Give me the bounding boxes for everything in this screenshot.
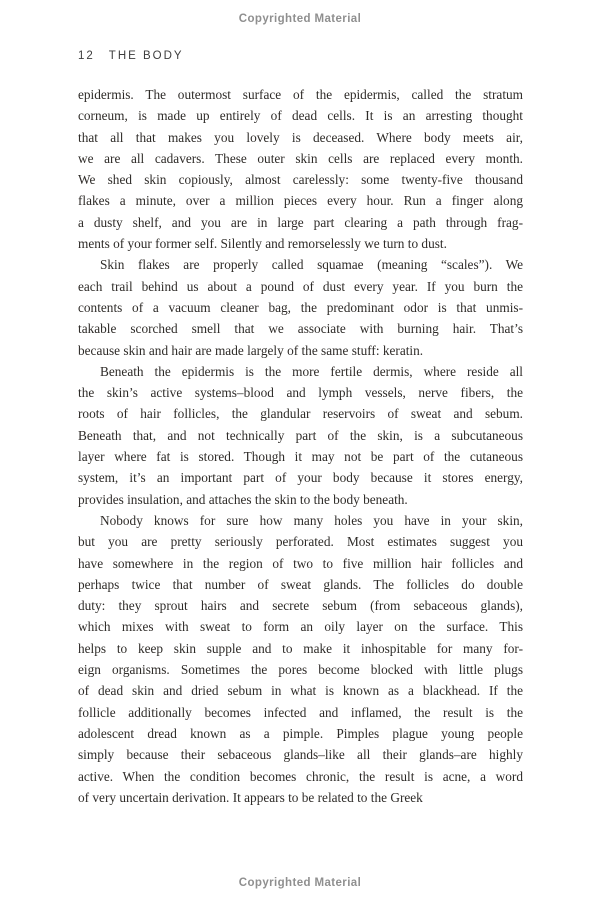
text-line: corneum, is made up entirely of dead cells. It is an arresting thought <box>78 108 523 124</box>
copyright-banner-top: Copyrighted Material <box>238 13 362 25</box>
text-line: duty: they sprout hairs and secrete sebum (from sebaceous glands), <box>78 598 523 614</box>
text-line: of very uncertain derivation. It appears to be related to the Greek <box>78 789 423 805</box>
text-line: epidermis. The outermost surface of the epidermis, called the stratum <box>78 87 523 102</box>
text-line: Beneath the epidermis is the more fertile dermis, where reside all <box>100 363 523 379</box>
page-number: 12 <box>78 50 95 62</box>
text-line: each trail behind us about a pound of dust every year. If you burn the <box>78 278 523 294</box>
text-line: Beneath that, and not technically part of the skin, is a subcutaneous <box>78 427 523 443</box>
text-line: provides insulation, and attaches the skin to the body beneath. <box>78 491 408 507</box>
text-line: of dead skin and dried sebum in what is known as a blackhead. If the <box>78 683 523 699</box>
text-line: flakes a minute, over a million pieces every hour. Run a finger along <box>78 193 523 209</box>
text-line: follicle additionally becomes infected and inflamed, the result is the <box>78 704 523 720</box>
text-line: contents of a vacuum cleaner bag, the predominant odor is that unmis- <box>78 299 523 315</box>
text-line: perhaps twice that number of sweat glands. The follicles do double <box>78 576 523 592</box>
text-line: takable scorched smell that we associate with burning hair. That’s <box>78 321 523 337</box>
text-line: system, it’s an important part of your body because it stores energy, <box>78 470 523 486</box>
text-line: but you are pretty seriously perforated. Most estimates suggest you <box>78 534 523 550</box>
text-line: which mixes with sweat to form an oily layer on the surface. This <box>78 619 523 635</box>
copyright-banner-bottom: Copyrighted Material <box>238 877 362 889</box>
text-line: the skin’s active systems–blood and lymph vessels, nerve fibers, the <box>78 385 523 401</box>
text-line: roots of hair follicles, the glandular reservoirs of sweat and sebum. <box>78 406 523 422</box>
text-line: ments of your former self. Silently and remorselessly we turn to dust. <box>78 236 447 252</box>
running-header <box>78 50 184 62</box>
text-line: Skin flakes are properly called squamae (meaning “scales”). We <box>100 257 523 273</box>
text-line: we are all cadavers. These outer skin cells are replaced every month. <box>78 150 523 166</box>
text-line: eign organisms. Sometimes the pores become blocked with little plugs <box>78 662 523 678</box>
text-line: a dusty shelf, and you are in large part clearing a path through frag- <box>78 214 523 230</box>
text-line: We shed skin copiously, almost carelessly: some twenty-five thousand <box>78 172 523 188</box>
text-line: helps to keep skin supple and to make it inhospitable for many for- <box>78 640 523 656</box>
text-line: active. When the condition becomes chronic, the result is acne, a word <box>78 768 523 784</box>
text-line: simply because their sebaceous glands–like all their glands–are highly <box>78 747 523 763</box>
book-title: THE BODY <box>108 50 184 62</box>
text-line: adolescent dread known as a pimple. Pimples plague young people <box>78 725 523 741</box>
body-text <box>78 84 523 808</box>
text-line: because skin and hair are made largely of the same stuff: keratin. <box>78 342 424 358</box>
text-line: have somewhere in the region of two to five million hair follicles and <box>78 555 523 571</box>
text-line: layer where fat is stored. Though it may not be part of the cutaneous <box>78 449 523 465</box>
text-line: that all that makes you lovely is deceased. Where body meets air, <box>78 129 523 145</box>
text-line: Nobody knows for sure how many holes you have in your skin, <box>100 512 523 528</box>
